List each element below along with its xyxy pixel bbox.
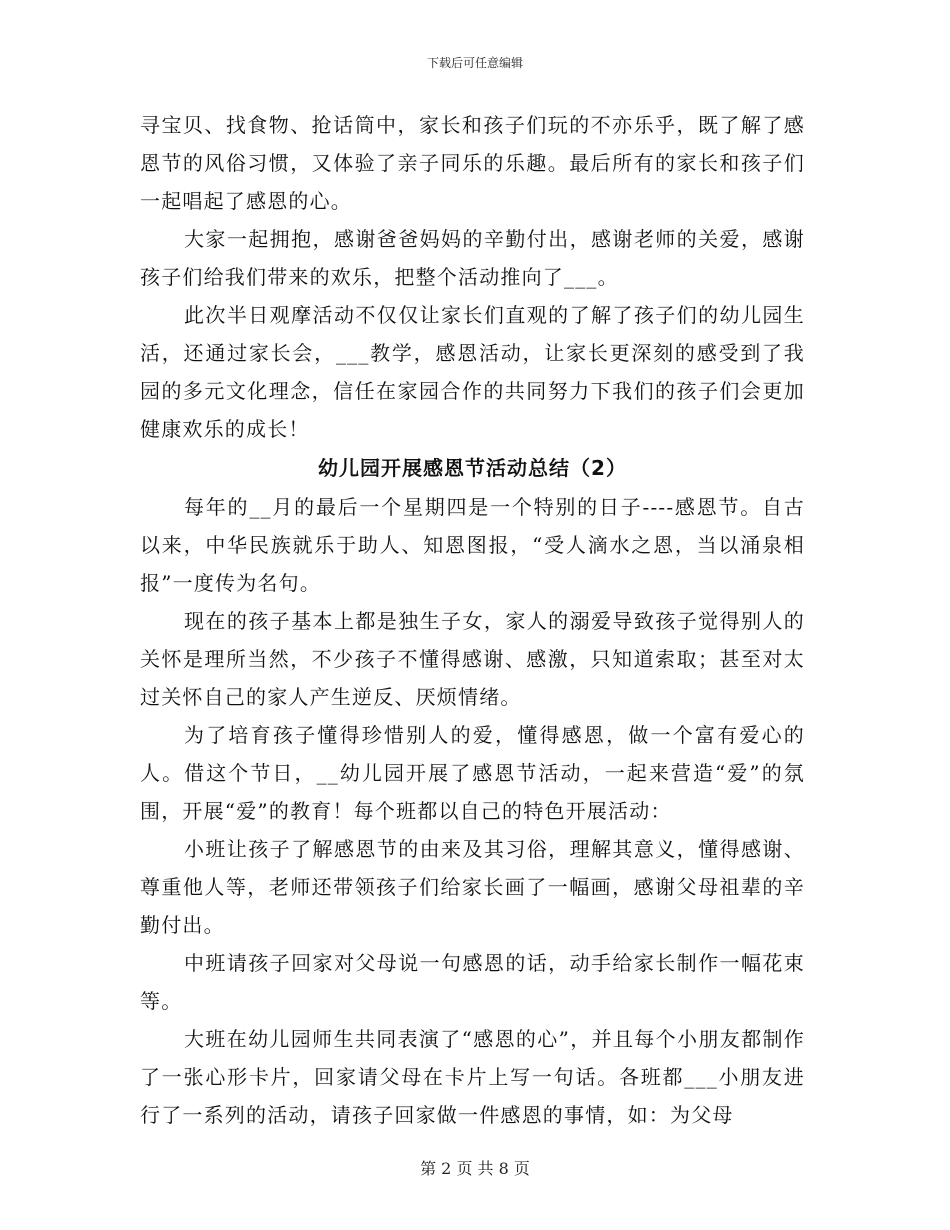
page-header: 下载后可任意编辑 — [426, 56, 523, 70]
paragraph-7: 小班让孩子了解感恩节的由来及其习俗，理解其意义，懂得感谢、尊重他人等，老师还带领孩子们给家长画了一幅画，感谢父母祖辈的辛勤付出。 — [140, 837, 805, 937]
paragraph-8: 中班请孩子回家对父母说一句感恩的话，动手给家长制作一幅花束等。 — [140, 951, 805, 1013]
document-body — [140, 106, 805, 1134]
section-title: 幼儿园开展感恩节活动总结（2） — [318, 456, 627, 480]
paragraph-5: 现在的孩子基本上都是独生子女，家人的溺爱导致孩子觉得别人的关怀是理所当然，不少孩子不懂得感谢、感激，只知道索取；甚至对太过关怀自己的家人产生逆反、厌烦情绪。 — [140, 609, 805, 709]
paragraph-4: 每年的__月的最后一个星期四是一个特别的日子----感恩节。自古以来，中华民族就乐于助人、知恩图报，“受人滴水之恩，当以涌泉相报”一度传为名句。 — [140, 495, 805, 595]
paragraph-2: 大家一起拥抱，感谢爸爸妈妈的辛勤付出，感谢老师的关爱，感谢孩子们给我们带来的欢乐，把整个活动推向了___。 — [140, 227, 805, 289]
paragraph-9: 大班在幼儿园师生共同表演了“感恩的心”，并且每个小朋友都制作了一张心形卡片，回家请父母在卡片上写一句话。各班都___小朋友进行了一系列的活动，请孩子回家做一件感恩的事情，如：为父母 — [140, 1027, 805, 1127]
paragraph-6: 为了培育孩子懂得珍惜别人的爱，懂得感恩，做一个富有爱心的人。借这个节日，__幼儿园开展了感恩节活动，一起来营造“爱”的氛围，开展“爱”的教育！每个班都以自己的特色开展活动： — [140, 723, 805, 823]
paragraph-3: 此次半日观摩活动不仅仅让家长们直观的了解了孩子们的幼儿园生活，还通过家长会，___教学，感恩活动，让家长更深刻的感受到了我园的多元文化理念，信任在家园合作的共同努力下我们的孩子们会更加健康欢乐的成长！ — [140, 303, 805, 441]
page-footer: 第 2 页 共 8 页 — [420, 1159, 530, 1178]
paragraph-1: 寻宝贝、找食物、抢话筒中，家长和孩子们玩的不亦乐乎，既了解了感恩节的风俗习惯，又体验了亲子同乐的乐趣。最后所有的家长和孩子们一起唱起了感恩的心。 — [140, 113, 805, 213]
